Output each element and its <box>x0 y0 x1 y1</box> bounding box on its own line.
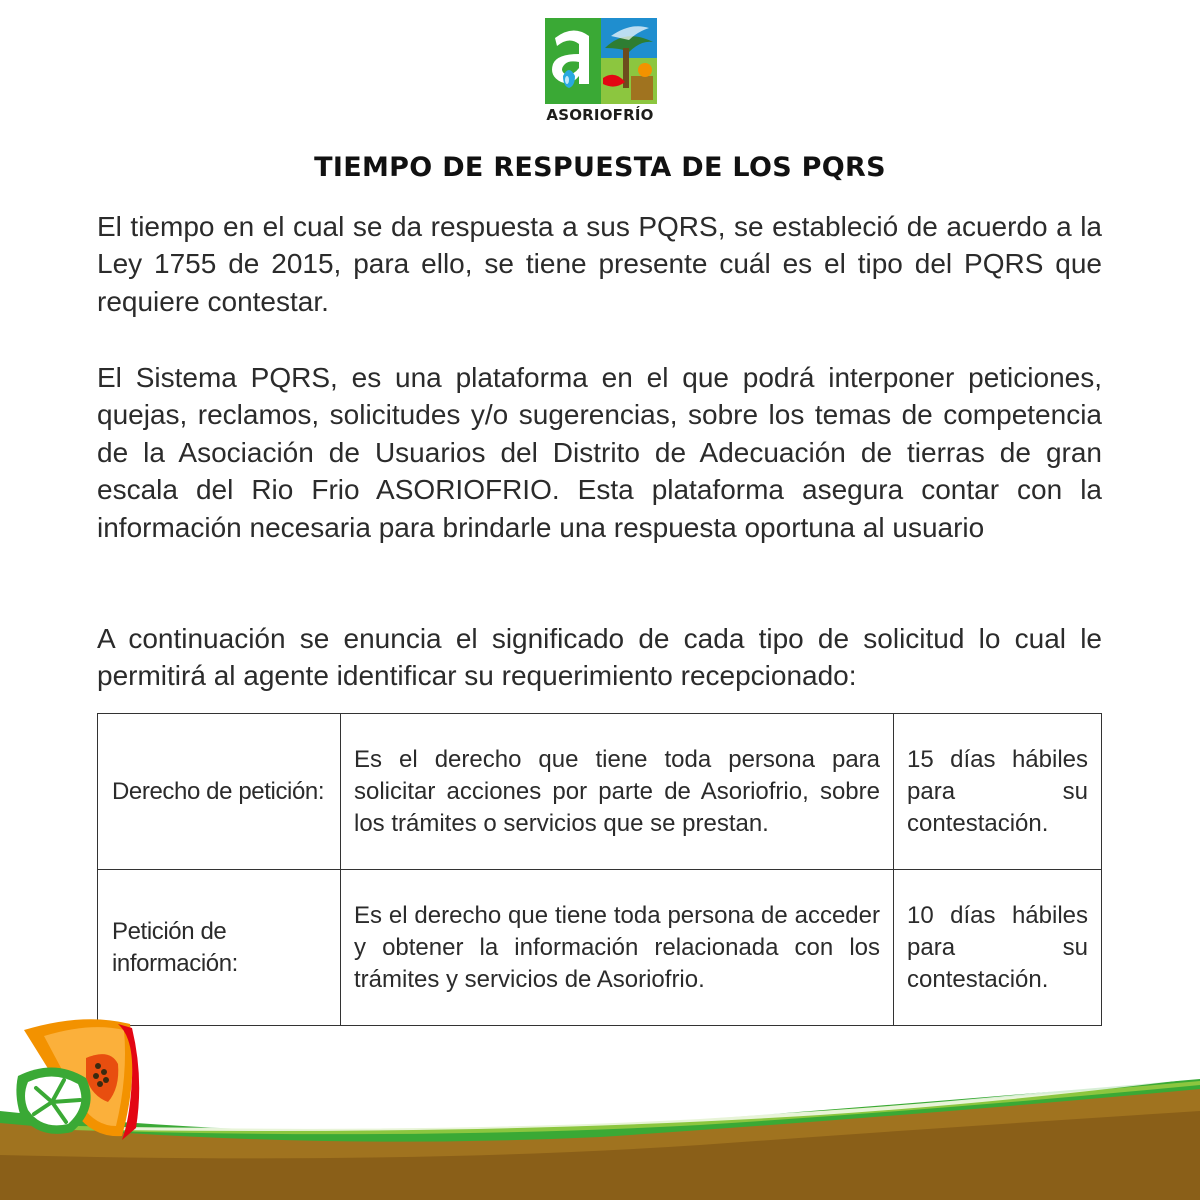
intro-paragraph: El tiempo en el cual se da respuesta a sus PQRS, se estableció de acuerdo a la Ley 1755 de 2015, para ello, se tiene presente cuál es el tipo del PQRS que requiere contestar. <box>97 211 1102 317</box>
page-title: TIEMPO DE RESPUESTA DE LOS PQRS <box>314 152 886 183</box>
request-type-cell: Petición de información: <box>98 870 341 1026</box>
request-description-cell: Es el derecho que tiene toda persona de acceder y obtener la información relacionada con los trámites y servicios de Asoriofrio. <box>341 870 894 1026</box>
table-row <box>98 870 1102 1026</box>
logo-text: ASORIOFRÍO <box>546 106 654 124</box>
table-row <box>98 714 1102 870</box>
request-type-cell: Derecho de petición: <box>98 714 341 870</box>
system-description-paragraph: El Sistema PQRS, es una plataforma en el que podrá interponer peticiones, quejas, reclamos, solicitudes y/o sugerencias, sobre los temas de competencia de la Asociación de Usuarios del Distrito de Adecuación de tierras de gran escala del Rio Frio ASORIOFRIO. Esta plataforma asegura contar con la información necesaria para brindarle una respuesta oportuna al usuario <box>97 362 1102 543</box>
pqrs-table <box>97 713 1102 1026</box>
request-description-cell: Es el derecho que tiene toda persona para solicitar acciones por parte de Asoriofrio, sobre los trámites o servicios que se prestan. <box>341 714 894 870</box>
table-intro-paragraph: A continuación se enuncia el significado de cada tipo de solicitud lo cual le permitirá al agente identificar su requerimiento recepcionado: <box>97 623 1102 692</box>
asoriofrio-logo-icon <box>545 18 657 104</box>
response-time-cell: 15 días hábiles para su contestación. <box>894 714 1102 870</box>
response-time-cell: 10 días hábiles para su contestación. <box>894 870 1102 1026</box>
fruit-leaf-decoration-icon <box>14 1018 144 1146</box>
footer-landscape <box>0 1015 1200 1200</box>
